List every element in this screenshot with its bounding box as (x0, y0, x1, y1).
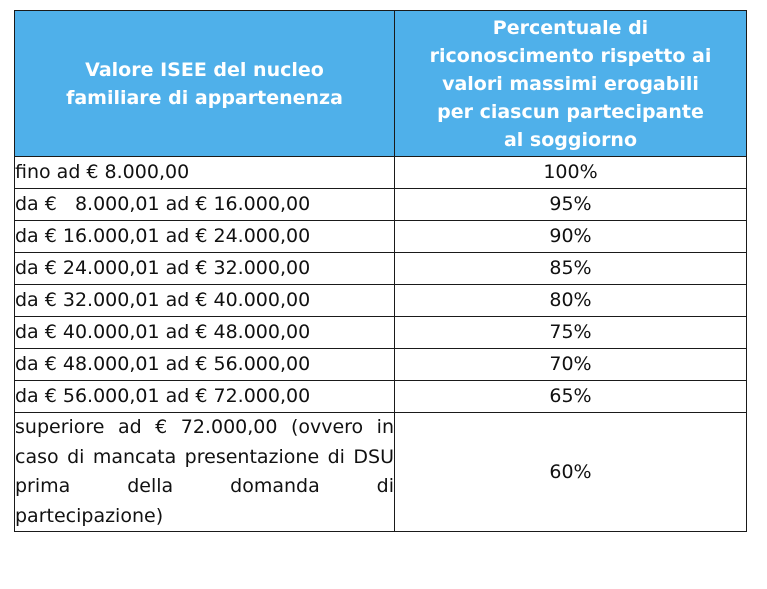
isee-range-cell: da € 40.000,01 ad € 48.000,00 (15, 317, 395, 349)
table-row (15, 253, 747, 285)
isee-range-cell: da € 32.000,01 ad € 40.000,00 (15, 285, 395, 317)
isee-range-cell: da € 8.000,01 ad € 16.000,00 (15, 189, 395, 221)
table-row (15, 157, 747, 189)
percentage-cell-above-72000: 60% (395, 413, 747, 532)
percentage-cell: 85% (395, 253, 747, 285)
table-row (15, 349, 747, 381)
isee-range-cell: da € 56.000,01 ad € 72.000,00 (15, 381, 395, 413)
percentage-cell: 100% (395, 157, 747, 189)
header-pct-line-3: valori massimi erogabili (442, 72, 699, 95)
isee-range-cell-above-72000: superiore ad € 72.000,00 (ovvero in caso di mancata presentazione di DSU prima della domanda di partecipazione) (15, 413, 395, 532)
table-row (15, 381, 747, 413)
table-row-last (15, 413, 747, 532)
isee-percentage-table (14, 10, 747, 532)
percentage-cell: 80% (395, 285, 747, 317)
percentage-cell: 65% (395, 381, 747, 413)
header-isee-line-2: familiare di appartenenza (66, 86, 343, 109)
isee-range-cell: da € 16.000,01 ad € 24.000,00 (15, 221, 395, 253)
header-isee-value (15, 11, 395, 157)
percentage-cell: 90% (395, 221, 747, 253)
isee-range-cell: da € 48.000,01 ad € 56.000,00 (15, 349, 395, 381)
percentage-cell: 75% (395, 317, 747, 349)
header-pct-line-5: al soggiorno (503, 128, 638, 151)
header-pct-line-4: per ciascun partecipante (437, 100, 704, 123)
percentage-cell: 70% (395, 349, 747, 381)
header-row (15, 11, 747, 157)
header-pct-line-2: riconoscimento rispetto ai (429, 44, 712, 67)
isee-range-cell: da € 24.000,01 ad € 32.000,00 (15, 253, 395, 285)
table-row (15, 317, 747, 349)
header-isee-line-1: Valore ISEE del nucleo (85, 58, 324, 81)
table-row (15, 221, 747, 253)
header-pct-line-1: Percentuale di (492, 16, 649, 39)
header-percentage (395, 11, 747, 157)
table-row (15, 189, 747, 221)
isee-range-cell: fino ad € 8.000,00 (15, 157, 395, 189)
table-row (15, 285, 747, 317)
percentage-cell: 95% (395, 189, 747, 221)
